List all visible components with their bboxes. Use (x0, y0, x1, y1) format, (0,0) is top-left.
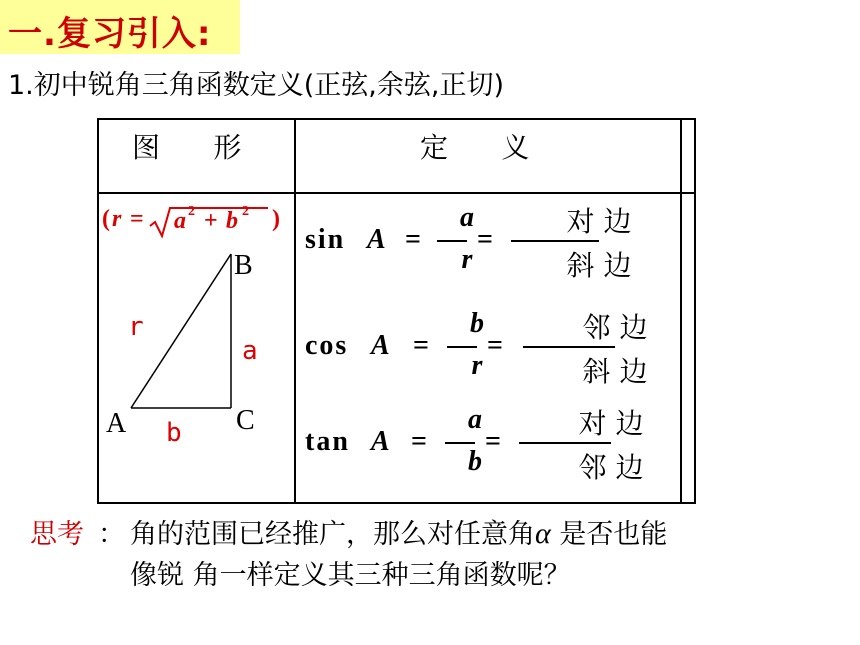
tan-angle: A (371, 426, 390, 457)
vertex-c-label: C (236, 405, 255, 436)
cos-func: cos (305, 330, 349, 361)
cos-word-num: 邻 边 (582, 311, 648, 344)
sin-denominator: r (461, 244, 473, 275)
cos-frac-letters (447, 306, 484, 396)
tan-word-den: 邻 边 (578, 451, 644, 484)
cos-angle: A (371, 330, 390, 361)
side-a-label: a (242, 336, 258, 366)
sin-word-den: 斜 边 (566, 249, 632, 282)
alpha-symbol: α (535, 517, 551, 550)
formula-r: r (112, 206, 122, 232)
formula-b: b (226, 208, 238, 234)
sin-definition (305, 200, 675, 290)
thinking-text-before: 角的范围已经推广，那么对任意角 (130, 519, 535, 550)
sin-word-num: 对 边 (566, 205, 632, 238)
sin-word-bar (511, 240, 599, 242)
paren-open: ( (102, 206, 110, 232)
cos-eq2: = (487, 330, 503, 361)
thinking-line-1 (130, 512, 667, 551)
header-definition: 定 义 (420, 131, 530, 164)
cos-word-bar (523, 346, 615, 348)
vertex-a-label: A (106, 408, 127, 439)
cos-eq1: = (413, 330, 429, 361)
sin-func: sin (305, 224, 346, 255)
sin-eq2: = (477, 224, 493, 255)
cos-numerator: b (470, 308, 484, 339)
thinking-text-after: 是否也能 (550, 519, 668, 550)
thinking-colon: ： (98, 519, 125, 550)
paren-close: ) (272, 206, 280, 232)
tan-numerator: a (468, 404, 482, 435)
formula-exp2: 2 (242, 204, 249, 219)
tan-denominator: b (468, 446, 482, 477)
thinking-label: 思考 (30, 519, 84, 550)
thinking-line-2: 像锐 角一样定义其三种三角函数呢？ (130, 560, 571, 591)
side-b-label: b (166, 418, 182, 448)
tan-frac-words (519, 402, 644, 492)
cos-frac-bar (447, 346, 477, 348)
tan-frac-letters (445, 402, 482, 492)
cos-word-den: 斜 边 (582, 355, 648, 388)
sin-eq1: = (405, 224, 421, 255)
tan-word-bar (519, 442, 611, 444)
sin-frac-bar (437, 240, 467, 242)
tan-definition (305, 402, 675, 492)
formula-plus: + (204, 208, 218, 234)
formula-eq: = (130, 206, 144, 232)
cos-denominator: r (471, 350, 483, 381)
section-title: 一.复习引入: (8, 14, 212, 54)
header-figure: 图 形 (132, 131, 242, 164)
cos-frac-words (523, 306, 648, 396)
formula-a: a (174, 208, 186, 234)
tan-func: tan (305, 426, 350, 457)
subtitle: 1.初中锐角三角函数定义(正弦,余弦,正切) (8, 70, 504, 101)
sin-numerator: a (460, 202, 474, 233)
tan-eq2: = (485, 426, 501, 457)
vertex-b-label: B (234, 250, 253, 281)
tan-word-num: 对 边 (578, 407, 644, 440)
sin-frac-letters (437, 200, 474, 290)
sin-frac-words (511, 200, 632, 290)
side-r-label: r (128, 312, 144, 342)
formula-exp1: 2 (188, 204, 195, 219)
cos-definition (305, 306, 675, 396)
tan-frac-bar (445, 442, 475, 444)
sin-angle: A (367, 224, 386, 255)
tan-eq1: = (411, 426, 427, 457)
